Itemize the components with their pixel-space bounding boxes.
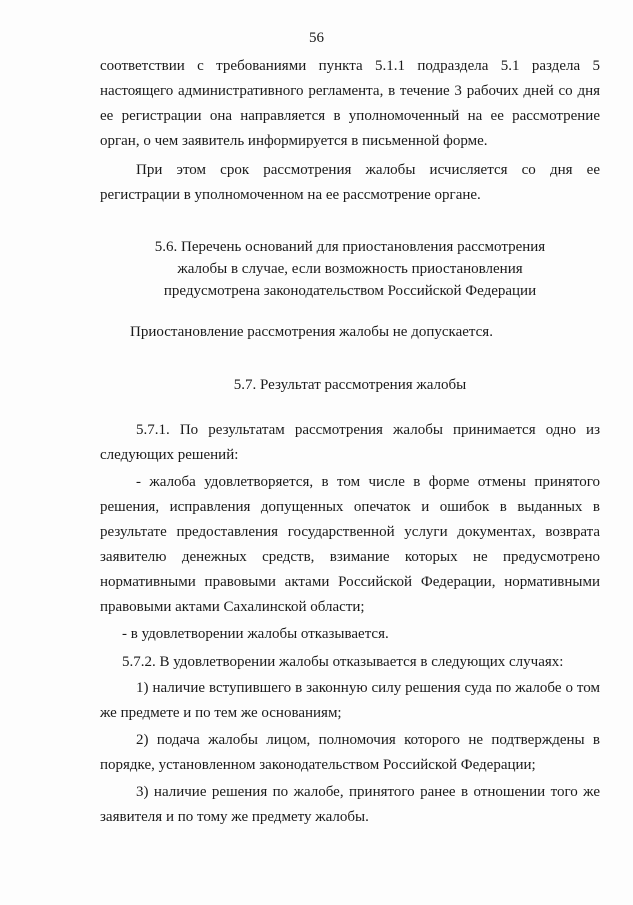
paragraph-complaint-rejected: - в удовлетворении жалобы отказывается. — [122, 626, 389, 642]
section-heading-5-7: 5.7. Результат рассмотрения жалобы — [233, 377, 467, 393]
paragraph-continuation: соответствии с требованиями пункта 5.1.1 подраздела 5.1 раздела 5 настоящего административного регламента, в течение 3 рабочих дней со дня ее регистрации она направляется в уполномоченный на ее рассмотрение орган, о чем заявитель информируется в письменной форме. — [100, 58, 600, 149]
paragraph-suspension-not-allowed: Приостановление рассмотрения жалобы не допускается. — [130, 324, 493, 340]
paragraph-5-7-1: 5.7.1. По результатам рассмотрения жалобы принимается одно из следующих решений: — [100, 422, 600, 463]
paragraph-complaint-deadline: При этом срок рассмотрения жалобы исчисляется со дня ее регистрации в уполномоченном на ее рассмотрение органе. — [100, 162, 600, 203]
paragraph-case-1: 1) наличие вступившего в законную силу решения суда по жалобе о том же предмете и по тем же основаниям; — [100, 680, 600, 721]
paragraph-case-2: 2) подача жалобы лицом, полномочия которого не подтверждены в порядке, установленном законодательством Российской Федерации; — [100, 732, 600, 773]
paragraph-5-7-2: 5.7.2. В удовлетворении жалобы отказывается в следующих случаях: — [122, 654, 564, 670]
section-heading-5-6-line-2: жалобы в случае, если возможность приостановления — [177, 261, 523, 277]
paragraph-case-3: 3) наличие решения по жалобе, принятого ранее в отношении того же заявителя и по тому же предмету жалобы. — [100, 784, 600, 825]
paragraph-complaint-satisfied: - жалоба удовлетворяется, в том числе в форме отмены принятого решения, исправления допущенных опечаток и ошибок в выданных в результате предоставления государственной услуги документах, возврата заявителю денежных средств, взимание которых не предусмотрено нормативными правовыми актами Российской Федерации, нормативными правовыми актами Сахалинской области; — [100, 474, 600, 615]
page-number: 56 — [309, 30, 324, 46]
section-heading-5-6-line-3: предусмотрена законодательством Российской Федерации — [163, 283, 537, 299]
section-heading-5-6-line-1: 5.6. Перечень оснований для приостановления рассмотрения — [154, 239, 546, 255]
